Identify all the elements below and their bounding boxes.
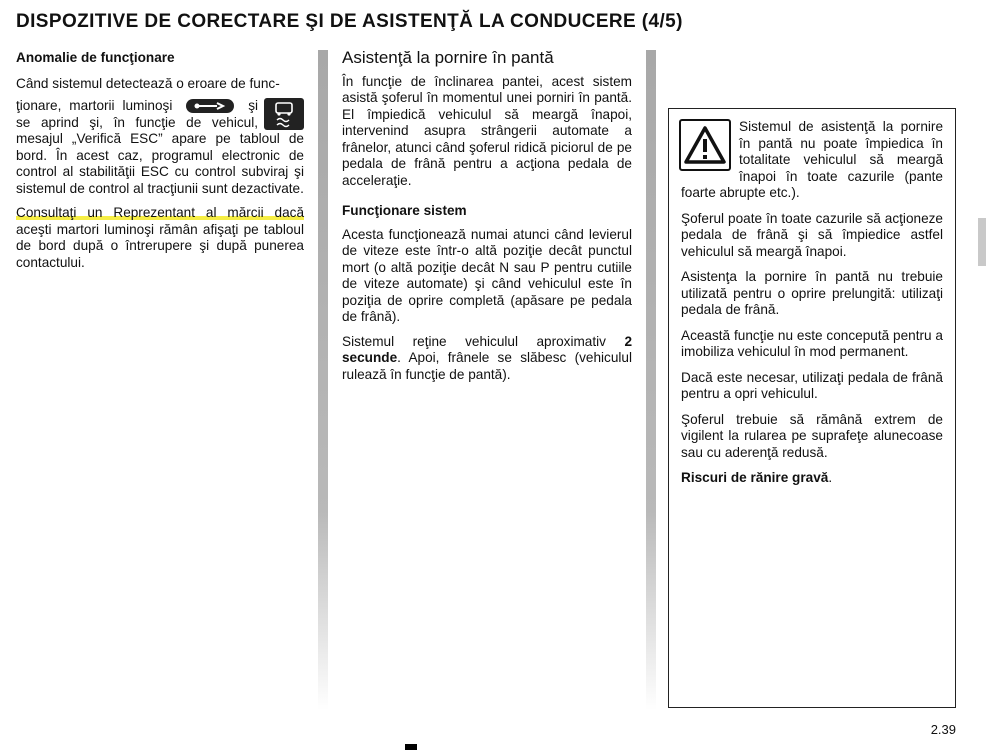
- column-hill-start: [342, 50, 632, 383]
- anomaly-text-and: şi: [248, 98, 259, 113]
- column-anomaly: [16, 50, 304, 271]
- hold-text-b: . Apoi, frânele se slăbesc (vehiculul rulează în funcţie de pantă).: [342, 350, 632, 382]
- column-separator-left: [318, 50, 328, 710]
- warning-paragraph-2: Şoferul poate în toate cazurile să acţioneze pedala de frână şi să împiedice astfel vehiculul să meargă înapoi.: [681, 210, 943, 259]
- anomaly-text-line1: Când sistemul detectează o eroare de func-: [16, 75, 280, 91]
- page-title: DISPOZITIVE DE CORECTARE ŞI DE ASISTENŢĂ LA CONDUCERE (4/5): [16, 11, 683, 32]
- highlighted-text: Consultaţi un Reprezentant al mărcii dacă: [16, 205, 304, 220]
- consult-text-rest: aceşti martori luminoşi rămân afişaţi pe tabloul de bord după o întrerupere şi după punerea contactului.: [16, 221, 304, 270]
- operation-subheading: Funcţionare sistem: [342, 203, 467, 218]
- page-number: 2.39: [930, 722, 956, 737]
- anomaly-consult-paragraph: [16, 205, 304, 271]
- hold-paragraph: [342, 334, 632, 384]
- anomaly-heading: Anomalie de funcţionare: [16, 50, 175, 65]
- hold-text-a: Sistemul reţine vehiculul aproximativ: [342, 333, 606, 349]
- column-separator-right: [646, 50, 656, 710]
- warning-box: [668, 108, 956, 708]
- wrench-warning-icon: [186, 99, 234, 113]
- warning-text-1: Sistemul de asistenţă la pornire în pantă nu poate împiedica în totalitate vehiculul să meargă înapoi în toate cazurile (pante foarte abrupte etc.).: [681, 119, 943, 200]
- warning-paragraph-6: Şoferul trebuie să rămână extrem de vigilent la rularea pe suprafeţe alunecoase sau cu aderenţă redusă.: [681, 411, 943, 460]
- anomaly-text-lamps: ţionare, martorii luminoşi: [16, 98, 173, 113]
- operation-paragraph: Acesta funcţionează numai atunci când levierul de viteze este într-o altă poziţie decât punctul mort (o altă poziţie decât N sau P pentru cutiile de viteze automate) şi când vehiculul este în poziţia de oprire completă (apăsare pe pedala de frână).: [342, 226, 632, 324]
- warning-paragraph-1: [681, 119, 943, 202]
- injury-risk: Riscuri de rănire gravă: [681, 470, 829, 485]
- warning-paragraph-4: Această funcţie nu este concepută pentru a imobiliza vehiculul în mod permanent.: [681, 327, 943, 359]
- section-tab-marker: [978, 218, 986, 266]
- print-mark: [405, 744, 417, 750]
- injury-risk-end: .: [828, 470, 833, 485]
- esc-skid-icon: [264, 98, 304, 130]
- anomaly-text-rest: se aprind şi, în funcţie de vehicul, mesajul „Verifică ESC” apare pe tabloul de bord. În acest caz, programul electronic de control al stabilităţii ESC cu control subviraj şi sistemul de control al tracţiunii sunt dezactivate.: [16, 114, 304, 196]
- warning-triangle-icon: [679, 119, 731, 171]
- hill-start-heading: Asistenţă la pornire în pantă: [342, 48, 554, 67]
- warning-paragraph-7: [681, 470, 943, 487]
- hill-start-intro: În funcţie de înclinarea pantei, acest sistem asistă şoferul în momentul unei porniri în pantă. El împiedică vehiculul să meargă înapoi, intervenind asupra strângerii automate a frânelor, atunci când şoferul ridică piciorul de pe pedala de frână pentru a acţiona pedala de acceleraţie.: [342, 73, 632, 188]
- anomaly-paragraph: [16, 98, 304, 197]
- hold-duration: 2 secunde: [342, 333, 633, 365]
- warning-paragraph-3: Asistenţa la pornire în pantă nu trebuie utilizată pentru o oprire prelungită: utilizaţi pedala de frână.: [681, 269, 943, 317]
- warning-paragraph-5: Dacă este necesar, utilizaţi pedala de frână pentru a opri vehiculul.: [681, 369, 943, 401]
